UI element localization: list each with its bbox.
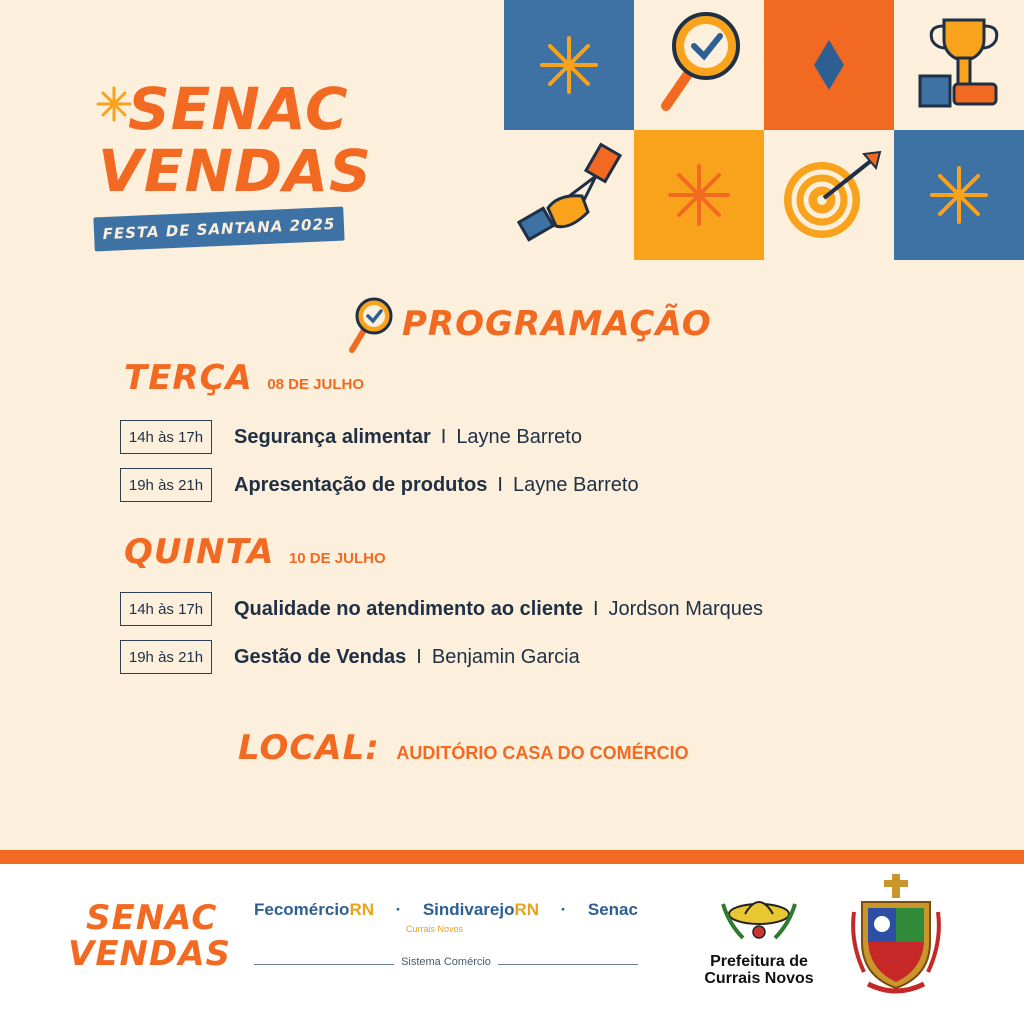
program-title: PROGRAMAÇÃO [402,304,712,344]
footer-event-logo [68,900,231,972]
sistema-comercio-logos [254,900,638,980]
day-date: 10 DE JULHO [288,550,386,567]
session-time: 14h às 17h [120,592,212,626]
coat-of-arms-icon [848,872,944,1002]
session-row [120,640,580,674]
venue [238,728,689,768]
separator: I [497,473,503,496]
venue-value: AUDITÓRIO CASA DO COMÉRCIO [396,743,689,763]
separator: I [440,425,447,448]
tile-sparkle-blue-2 [894,130,1024,260]
session-speaker: Jordson Marques [608,597,764,620]
tile-sparkle-yellow [634,130,764,260]
session-row [120,592,763,626]
prefeitura-line-1: Prefeitura de [710,953,808,970]
senac-logo: Senac [587,900,638,919]
magnifier-check-icon [634,0,764,130]
footer-logo-line-2: VENDAS [68,934,232,974]
session-time: 14h às 17h [120,420,212,454]
session-speaker: Layne Barreto [512,473,639,496]
dot-separator: · [395,900,402,919]
session-speaker: Layne Barreto [456,425,582,448]
handshake-icon [504,130,634,260]
session-row [120,468,639,502]
magnifier-check-icon [346,296,396,356]
prefeitura-logo [694,884,824,987]
tile-sparkle-blue [504,0,634,130]
session-topic: Segurança alimentar [234,425,431,448]
logo-line-2: VENDAS [98,137,372,205]
logo-ribbon [93,207,344,252]
logo-line-1: SENAC [128,75,349,143]
session-topic: Qualidade no atendimento ao cliente [234,597,583,620]
tile-diamond [764,0,894,130]
separator: I [416,645,422,668]
day-date: 08 DE JULHO [267,376,365,393]
prefeitura-line-2: Currais Novos [704,970,814,987]
session-topic: Apresentação de produtos [234,473,488,496]
diamond-icon [764,0,894,130]
venue-label: LOCAL: [238,728,380,768]
day-name: QUINTA [124,532,275,572]
sparkle-icon [504,0,634,130]
tile-trophy [894,0,1024,130]
dot-separator: · [560,900,567,919]
sistema-caption: Sistema Comércio [401,956,491,968]
separator: I [592,597,599,620]
fecomercio-logo: FecomércioRN [254,900,374,919]
program-header [346,296,712,356]
sindivarejo-logo: SindivarejoRN [422,900,540,919]
ribbon-text: FESTA DE SANTANA 2025 [102,214,336,244]
session-time: 19h às 21h [120,468,212,502]
target-icon [764,130,894,260]
day-name: TERÇA [124,358,253,398]
sparkle-icon [894,130,1024,260]
tile-magnifier [634,0,764,130]
footer [0,864,1024,1024]
tile-handshake [504,130,634,260]
prefeitura-emblem-icon [709,884,809,948]
session-row [120,420,582,454]
footer-divider [0,850,1024,864]
event-logo [92,75,372,258]
footer-logo-line-1: SENAC [86,898,218,938]
day-heading [124,358,364,398]
session-topic: Gestão de Vendas [234,645,407,668]
tile-target [764,130,894,260]
trophy-hand-icon [894,0,1024,130]
sindivarejo-subtitle: Currais Novos [406,924,464,934]
day-heading [124,532,386,572]
session-time: 19h às 21h [120,640,212,674]
sparkle-icon [634,130,764,260]
session-speaker: Benjamin Garcia [431,645,580,668]
